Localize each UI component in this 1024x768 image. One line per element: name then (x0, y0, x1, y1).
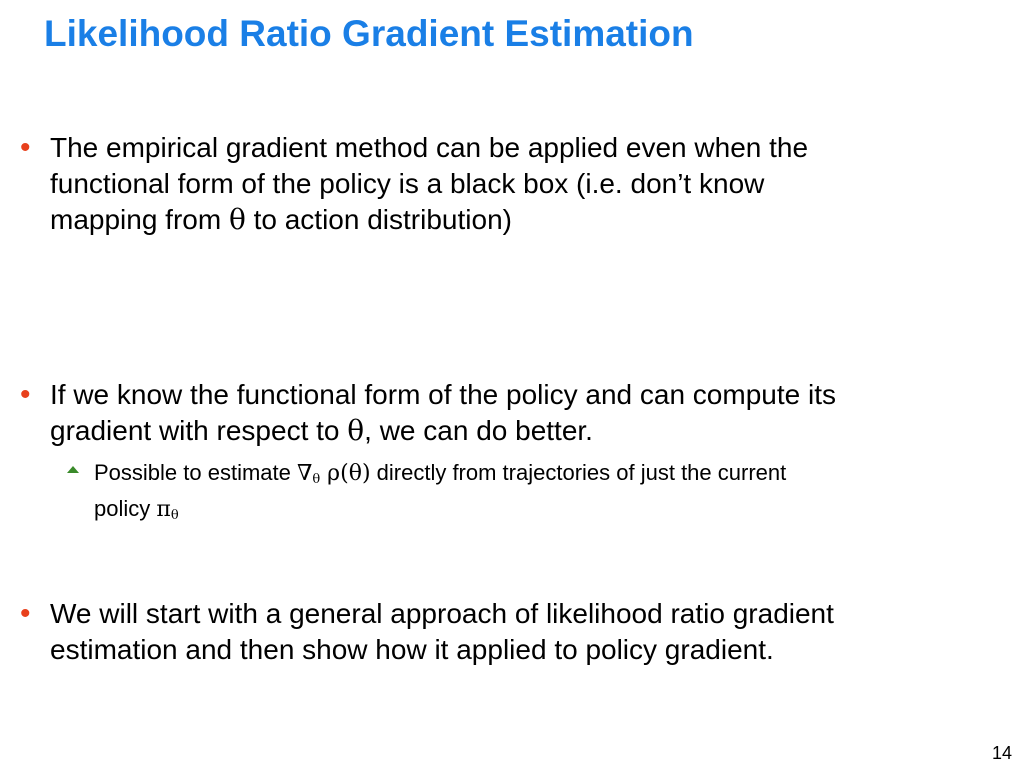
bullet-marker: • (20, 378, 31, 411)
bullet-line (50, 413, 1010, 449)
theta-subscript: θ (312, 472, 321, 487)
bullet-text (50, 130, 1010, 238)
slide-title: Likelihood Ratio Gradient Estimation (44, 13, 694, 54)
text-run: to action distribution) (245, 204, 512, 235)
text-run: policy (94, 496, 157, 521)
bullet-line: estimation and then show how it applied to policy gradient. (50, 634, 774, 665)
bullet-marker: • (20, 131, 31, 164)
bullet-item-3 (0, 596, 1024, 676)
rho-expression: ρ(θ) (320, 461, 371, 486)
sub-bullet-text (94, 458, 994, 530)
bullet-line: If we know the functional form of the policy and can compute its (50, 379, 836, 410)
bullet-line (50, 202, 1010, 238)
text-run: directly from trajectories of just the current (370, 460, 787, 485)
bullet-item-1 (0, 130, 1024, 240)
page-number: 14 (991, 743, 1012, 763)
sub-bullet-item (0, 458, 1024, 523)
sub-bullet-line (94, 494, 994, 530)
bullet-line: We will start with a general approach of likelihood ratio gradient (50, 598, 834, 629)
sub-bullet-line (94, 458, 994, 494)
bullet-line: The empirical gradient method can be applied even when the (50, 132, 809, 163)
nabla-symbol: ∇ (296, 461, 313, 486)
bullet-text (50, 377, 1010, 449)
triangle-up-icon (67, 466, 79, 473)
theta-symbol: θ (228, 203, 246, 236)
text-run: mapping from (50, 204, 229, 235)
text-run: Possible to estimate (94, 460, 297, 485)
text-run: gradient with respect to (50, 415, 348, 446)
bullet-marker: • (20, 597, 31, 630)
text-run: , we can do better. (364, 415, 593, 446)
bullet-text (50, 596, 1010, 668)
bullet-item-2 (0, 377, 1024, 457)
theta-symbol: θ (347, 414, 365, 447)
bullet-line: functional form of the policy is a black box (i.e. don’t know (50, 168, 765, 199)
theta-subscript: θ (170, 508, 179, 523)
pi-symbol: π (156, 497, 171, 522)
